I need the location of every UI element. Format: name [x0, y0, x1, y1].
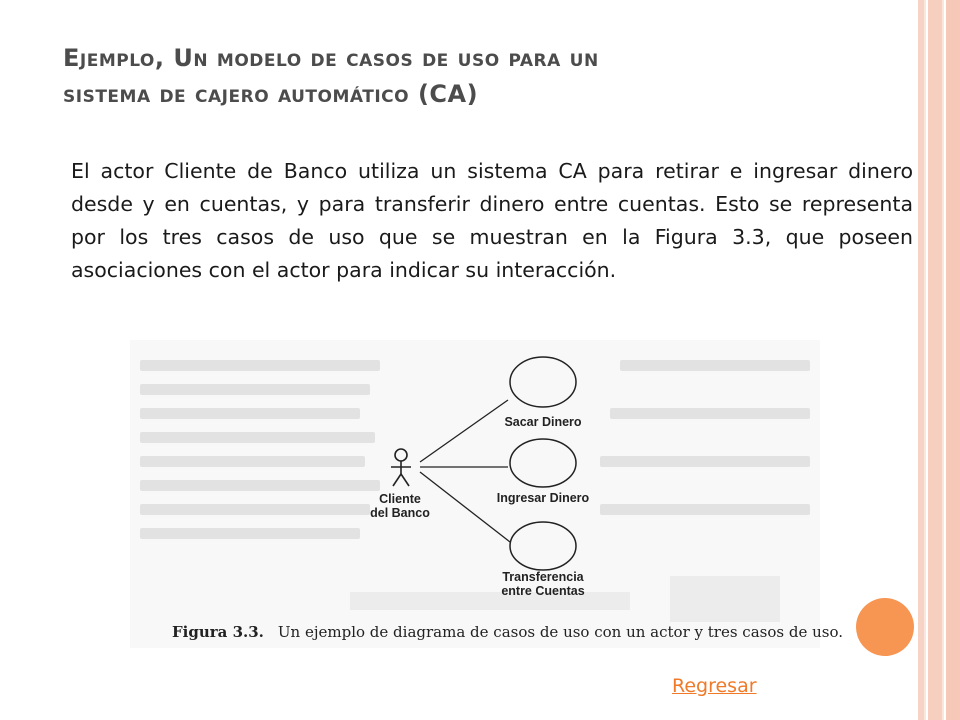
actor-icon — [391, 449, 411, 486]
actor-label-text: del Banco — [370, 506, 430, 520]
decorative-circle — [856, 598, 914, 656]
figure-caption-text: Un ejemplo de diagrama de casos de uso con un actor y tres casos de uso. — [277, 623, 843, 641]
use-case-figure — [130, 340, 843, 648]
use-case-ellipse — [510, 357, 576, 407]
slide-body: El actor Cliente de Banco utiliza un sistema CA para retirar e ingresar dinero desde y en cuentas, y para transferir dinero entre cuentas. Esto se representa por los tres casos de uso que se muestran en la Figura 3.3, que poseen asociaciones con el actor para indicar su interacción. — [71, 159, 913, 282]
use-case-label-text: Ingresar Dinero — [496, 491, 590, 505]
side-stripe — [942, 0, 944, 720]
use-case-ellipse — [510, 522, 576, 570]
association-line — [420, 400, 508, 462]
use-case-label — [488, 570, 598, 598]
use-case-diagram — [130, 340, 820, 620]
side-stripe — [946, 0, 960, 720]
slide-title-line2: sistema de cajero automático (CA) — [63, 80, 479, 108]
use-case-label — [493, 415, 593, 429]
use-case-label-text: Transferencia — [502, 570, 584, 584]
use-case-label-text: Sacar Dinero — [504, 415, 582, 429]
slide-title-line1: Ejemplo, Un modelo de casos de uso para un — [63, 44, 599, 72]
actor-label — [352, 492, 448, 520]
side-stripe — [928, 0, 942, 720]
use-case-label-text: entre Cuentas — [501, 584, 585, 598]
slide-title — [63, 40, 863, 112]
back-link[interactable]: Regresar — [672, 675, 757, 697]
side-stripe — [924, 0, 926, 720]
figure-caption — [172, 623, 843, 641]
figure-caption-number: Figura 3.3. — [172, 623, 264, 641]
use-case-ellipse — [510, 439, 576, 487]
use-case-label — [488, 491, 598, 505]
actor-label-text: Cliente — [379, 492, 421, 506]
